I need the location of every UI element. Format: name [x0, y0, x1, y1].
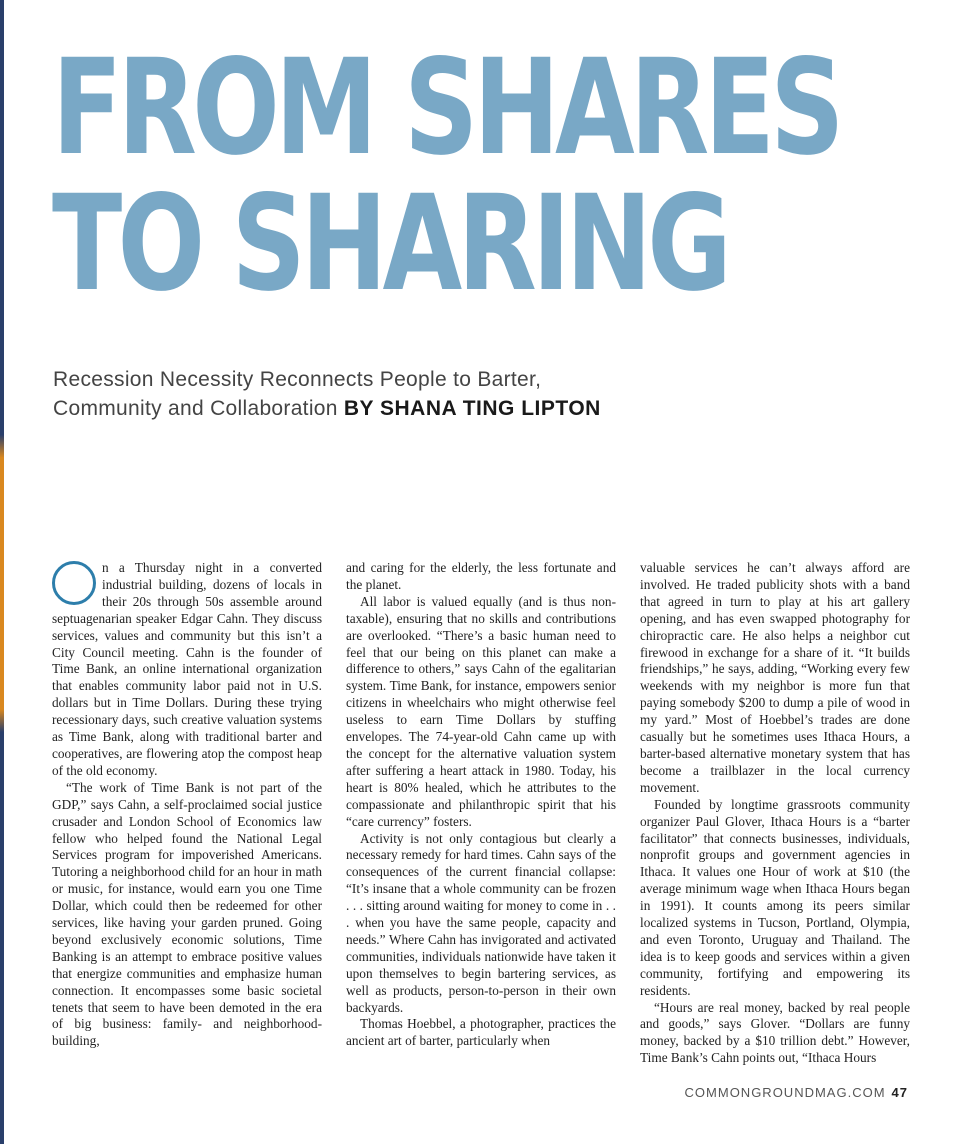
- article-column-1: [52, 560, 322, 1050]
- article-column-2: [346, 560, 616, 1050]
- headline-line-1: FROM SHARES: [52, 31, 840, 185]
- paragraph: [52, 560, 322, 780]
- paragraph: All labor is valued equally (and is thus non-taxable), ensuring that no skills and contributions are overlooked. “There’s a basic human need to feel that our being on this planet can make a difference to others,” says Cahn of the egalitarian system. Time Bank, for instance, empowers senior citizens in wheelchairs who might otherwise feel useless to earn Time Dollars by stuffing envelopes. The 74-year-old Cahn came up with the concept for the alternative valuation system after suffering a heart attack in 1980. Today, his heart is 80% healed, which he attributes to the compassionate and philanthropic spirit that his “care currency” fosters.: [346, 593, 616, 829]
- page-number: 47: [891, 1085, 908, 1100]
- subtitle-line-2: [53, 394, 693, 423]
- paragraph: Activity is not only contagious but clearly a necessary remedy for hard times. Cahn says of the consequences of the current financial collapse: “It’s insane that a whole community can be frozen . . . sitting around waiting for money to come in . . . when you have the same people, capacity and needs.” Where Cahn has invigorated and activated communities, individuals nationwide have taken it upon themselves to begin bartering services, as well as products, person-to-person in their own backyards.: [346, 830, 616, 1015]
- paragraph-text: n a Thursday night in a converted industrial building, dozens of locals in their 20s through 50s assemble around septuagenarian speaker Edgar Cahn. They discuss services, values and community but this isn’t a City Council meeting. Cahn is the founder of Time Bank, an online international organization that enables community labor paid not in U.S. dollars but in Time Dollars. During these trying recessionary days, such creative valuation systems as Time Bank, along with traditional barter and cooperatives, are flowering atop the compost heap of the old economy.: [52, 560, 322, 778]
- paragraph: Thomas Hoebbel, a photographer, practices the ancient art of barter, particularly when: [346, 1016, 616, 1049]
- byline: BY SHANA TING LIPTON: [343, 397, 601, 420]
- article-body: [52, 560, 918, 1080]
- paragraph: Founded by longtime grassroots community organizer Paul Glover, Ithaca Hours is a “barter facilitator” that connects businesses, individuals, nonprofit groups and government agencies in Ithaca. It values one Hour of work at $10 (the average minimum wage when Ithaca Hours began in 1991). It counts among its peers similar localized systems in Tucson, Portland, Olympia, and even Toronto, Uruguay and Thailand. The idea is to keep goods and services within a given community, fortifying and empowering its residents.: [640, 796, 910, 998]
- paragraph: valuable services he can’t always afford are involved. He traded publicity shots with a band that agreed in turn to play at his art gallery opening, and has even swapped photography for chiropractic care. He also helps a neighbor cut firewood in exchange for a share of it. “It builds friendships,” he says, adding, “Working every few weekends with my neighbor is more fun that paying somebody $200 to dump a pile of wood in my yard.” Most of Hoebbel’s trades are done casually but he sometimes uses Ithaca Hours, a barter-based alternative monetary system that has become a trailblazer in the local currency movement.: [640, 560, 910, 795]
- page-footer: [685, 1085, 908, 1100]
- subtitle-line-2-text: Community and Collaboration: [53, 397, 344, 420]
- paragraph: and caring for the elderly, the less fortunate and the planet.: [346, 560, 616, 592]
- headline: [52, 31, 840, 321]
- paragraph: “The work of Time Bank is not part of the GDP,” says Cahn, a self-proclaimed social justice crusader and London School of Economics law fellow who helped found the National Legal Services program for impoverished Americans. Tutoring a neighborhood child for an hour in math or music, for instance, would earn you one Time Dollar, which could then be redeemed for other services, like having your garden pruned. Going beyond exclusively economic solutions, Time Banking is an attempt to embrace positive values that energize communities and emphasize human connection. It encompasses some basic societal tenets that seem to have been demoted in the era of big business: family- and neighborhood-building,: [52, 779, 322, 1049]
- drop-cap-o-icon: [52, 561, 96, 605]
- subtitle-line-1: Recession Necessity Reconnects People to Barter,: [53, 368, 542, 391]
- paragraph: “Hours are real money, backed by real people and goods,” says Glover. “Dollars are funny money, backed by a $10 trillion debt.” However, Time Bank’s Cahn points out, “Ithaca Hours: [640, 999, 910, 1066]
- page-edge-strip: [0, 0, 4, 1144]
- footer-site: COMMONGROUNDMAG.COM: [684, 1085, 886, 1100]
- subtitle: [53, 365, 693, 423]
- article-column-3: [640, 560, 910, 1067]
- headline-line-2: TO SHARING: [52, 167, 728, 321]
